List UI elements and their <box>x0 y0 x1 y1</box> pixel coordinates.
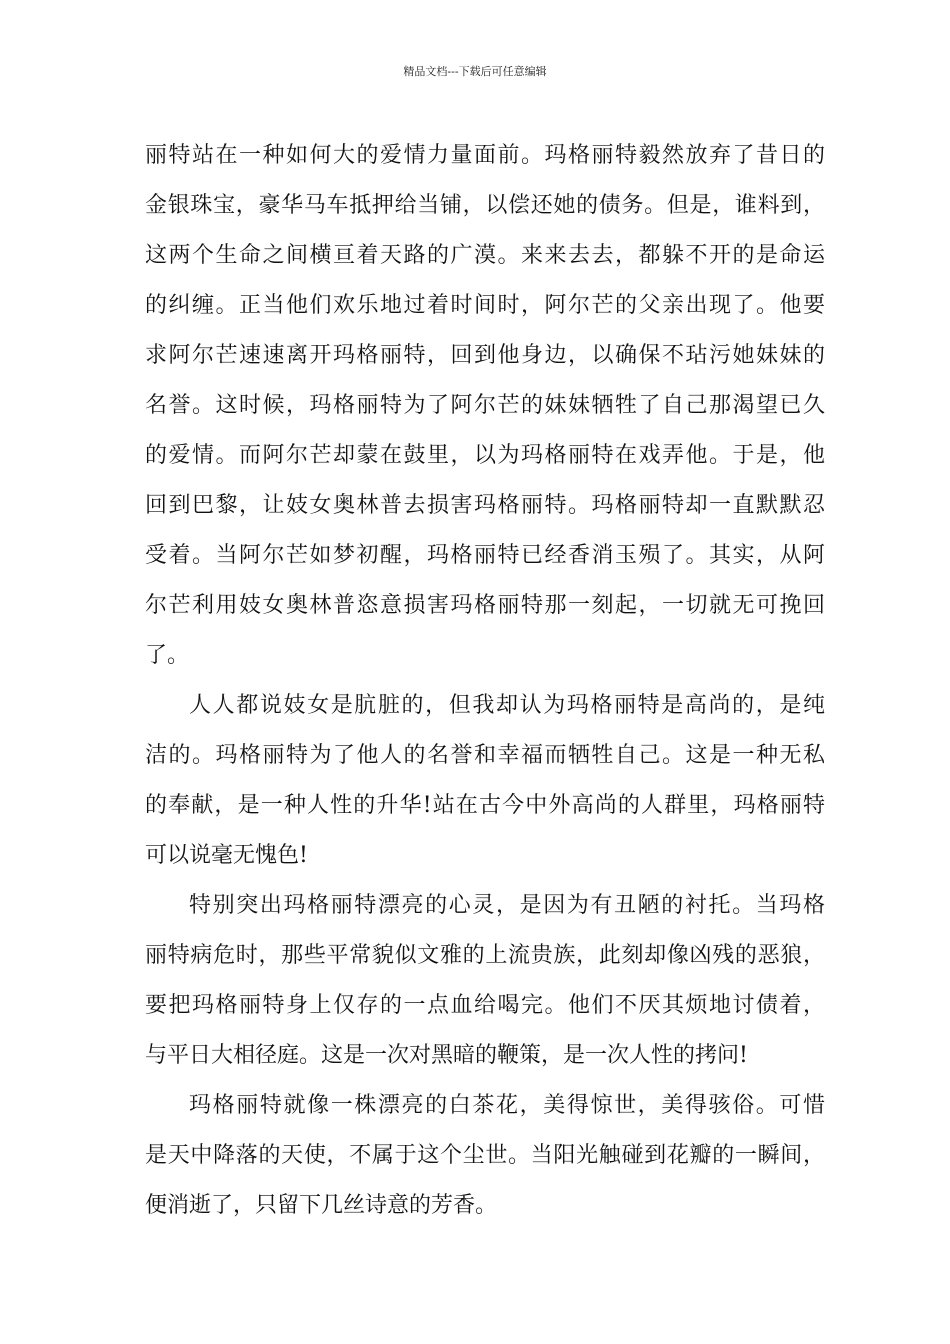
text-line: 求阿尔芒速速离开玛格丽特，回到他身边，以确保不玷污她妹妹的 <box>145 343 825 368</box>
text-line: 可以说毫无愧色! <box>145 843 308 868</box>
text-line: 尔芒利用妓女奥林普恣意损害玛格丽特那一刻起，一切就无可挽回 <box>145 593 825 618</box>
text-line: 的纠缠。正当他们欢乐地过着时间时，阿尔芒的父亲出现了。他要 <box>145 293 825 318</box>
text-line: 玛格丽特就像一株漂亮的白茶花，美得惊世，美得骇俗。可惜 <box>189 1093 825 1118</box>
text-line: 名誉。这时候，玛格丽特为了阿尔芒的妹妹牺牲了自己那渴望已久 <box>145 393 825 418</box>
text-line: 的奉献，是一种人性的升华!站在古今中外高尚的人群里，玛格丽特 <box>145 793 825 818</box>
text-line: 与平日大相径庭。这是一次对黑暗的鞭策，是一次人性的拷问! <box>145 1043 748 1068</box>
text-line: 便消逝了，只留下几丝诗意的芳香。 <box>145 1193 498 1218</box>
text-line: 回到巴黎，让妓女奥林普去损害玛格丽特。玛格丽特却一直默默忍 <box>145 493 825 518</box>
text-line: 的爱情。而阿尔芒却蒙在鼓里，以为玛格丽特在戏弄他。于是，他 <box>145 443 825 468</box>
text-line: 是天中降落的天使，不属于这个尘世。当阳光触碰到花瓣的一瞬间， <box>145 1143 825 1168</box>
document-body <box>145 131 825 1231</box>
paragraph <box>145 881 825 1081</box>
text-line: 特别突出玛格丽特漂亮的心灵，是因为有丑陋的衬托。当玛格 <box>189 893 825 918</box>
paragraph <box>145 131 825 681</box>
paragraph <box>145 1081 825 1231</box>
text-line: 这两个生命之间横亘着天路的广漠。来来去去，都躲不开的是命运 <box>145 243 825 268</box>
text-line: 金银珠宝，豪华马车抵押给当铺，以偿还她的债务。但是，谁料到， <box>145 193 825 218</box>
text-line: 人人都说妓女是肮脏的，但我却认为玛格丽特是高尚的，是纯 <box>189 693 825 718</box>
text-line: 了。 <box>145 643 190 668</box>
page-header: 精品文档---下载后可任意编辑 <box>403 65 547 78</box>
text-line: 丽特站在一种如何大的爱情力量面前。玛格丽特毅然放弃了昔日的 <box>145 143 825 168</box>
text-line: 丽特病危时，那些平常貌似文雅的上流贵族，此刻却像凶残的恶狼， <box>145 943 825 968</box>
text-line: 洁的。玛格丽特为了他人的名誉和幸福而牺牲自己。这是一种无私 <box>145 743 825 768</box>
paragraph <box>145 681 825 881</box>
text-line: 要把玛格丽特身上仅存的一点血给喝完。他们不厌其烦地讨债着， <box>145 993 825 1018</box>
text-line: 受着。当阿尔芒如梦初醒，玛格丽特已经香消玉殒了。其实，从阿 <box>145 543 825 568</box>
